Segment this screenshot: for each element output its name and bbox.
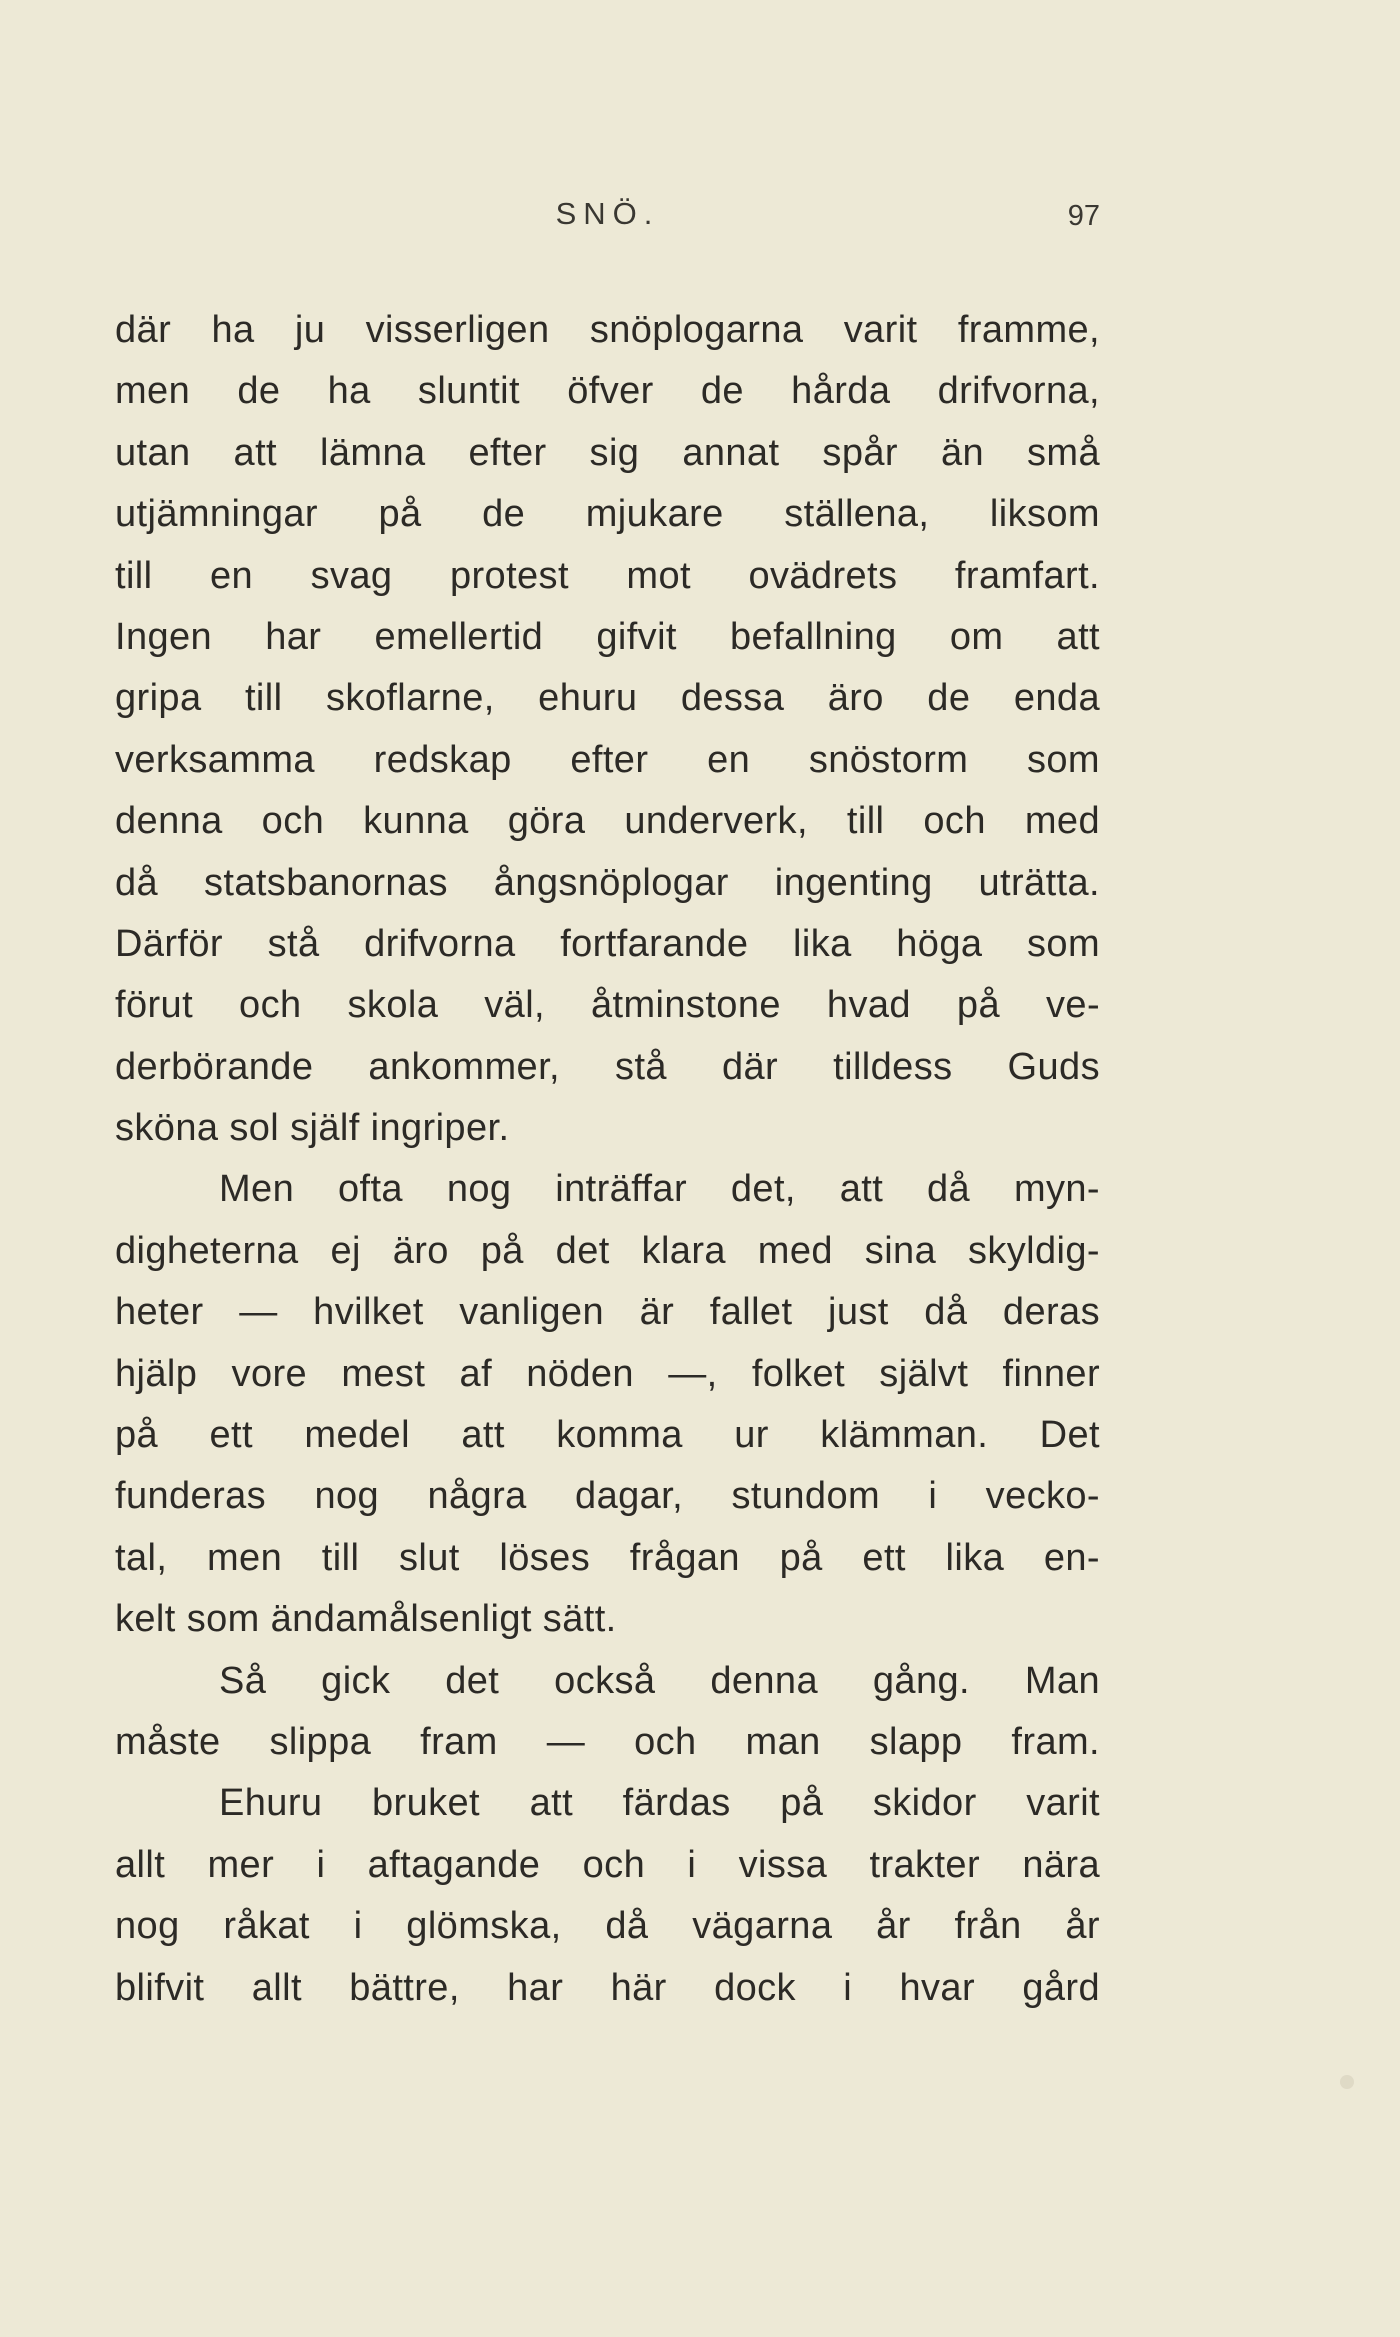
text-line: hjälp vore mest af nöden —, folket självt finner: [115, 1352, 1100, 1395]
running-head: [115, 196, 1100, 244]
page-number: 97: [1067, 200, 1100, 232]
running-title: SNÖ.: [555, 196, 660, 231]
text-line: nog råkat i glömska, då vägarna år från år: [115, 1905, 1100, 1948]
text-line: förut och skola väl, åtminstone hvad på ve-: [115, 984, 1100, 1027]
text-line: till en svag protest mot ovädrets framfart.: [115, 554, 1100, 597]
text-line: allt mer i aftagande och i vissa trakter nära: [115, 1843, 1100, 1886]
text-line: Men ofta nog inträffar det, att då myn-: [219, 1168, 1100, 1211]
text-line: Så gick det också denna gång. Man: [219, 1659, 1100, 1702]
text-line: utjämningar på de mjukare ställena, liksom: [115, 493, 1100, 536]
text-line: kelt som ändamålsenligt sätt.: [115, 1598, 617, 1641]
text-line: funderas nog några dagar, stundom i vecko-: [115, 1475, 1100, 1518]
text-line: verksamma redskap efter en snöstorm som: [115, 738, 1100, 781]
text-line: måste slippa fram — och man slapp fram.: [115, 1720, 1100, 1763]
text-line: digheterna ej äro på det klara med sina skyldig-: [115, 1229, 1100, 1272]
text-line: gripa till skoflarne, ehuru dessa äro de enda: [115, 677, 1100, 720]
text-line: derbörande ankommer, stå där tilldess Guds: [115, 1045, 1100, 1088]
paper-speck: [1340, 2075, 1354, 2089]
text-line: heter — hvilket vanligen är fallet just då deras: [115, 1291, 1100, 1334]
text-line: sköna sol själf ingriper.: [115, 1107, 510, 1150]
text-line: då statsbanornas ångsnöplogar ingenting uträtta.: [115, 861, 1100, 904]
text-line: utan att lämna efter sig annat spår än små: [115, 431, 1100, 474]
text-line: Ehuru bruket att färdas på skidor varit: [219, 1782, 1100, 1825]
text-line: denna och kunna göra underverk, till och med: [115, 800, 1100, 843]
text-line: Därför stå drifvorna fortfarande lika höga som: [115, 922, 1100, 965]
text-line: där ha ju visserligen snöplogarna varit framme,: [115, 309, 1100, 351]
text-line: tal, men till slut löses frågan på ett lika en-: [115, 1536, 1100, 1579]
text-line: men de ha sluntit öfver de hårda drifvorna,: [115, 370, 1100, 413]
body-text: [115, 300, 1100, 2019]
text-line: Ingen har emellertid gifvit befallning om att: [115, 615, 1100, 658]
text-line: blifvit allt bättre, har här dock i hvar gård: [115, 1966, 1100, 2009]
text-line: på ett medel att komma ur klämman. Det: [115, 1414, 1100, 1457]
